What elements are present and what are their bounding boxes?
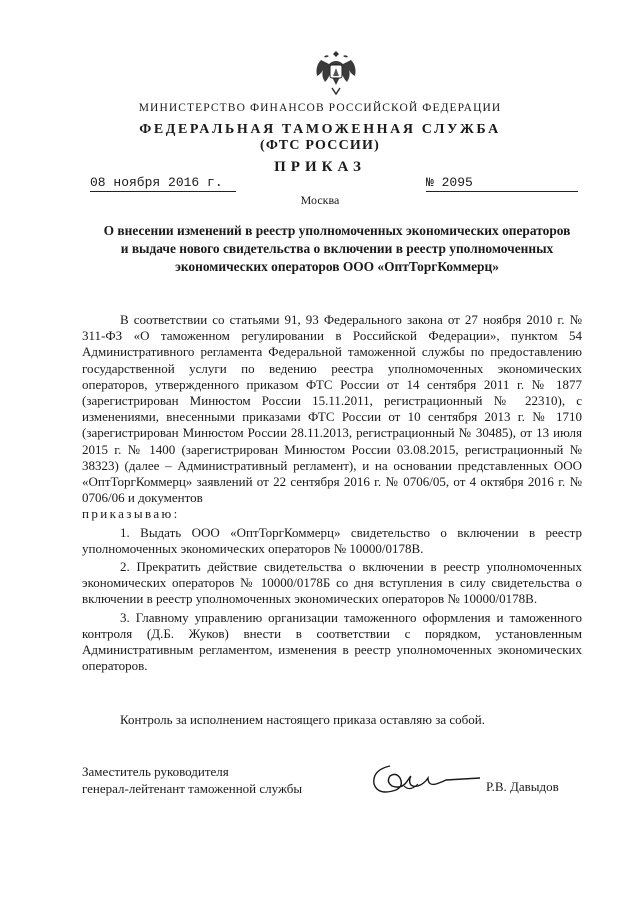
city: Москва bbox=[300, 193, 340, 207]
order-number: № 2095 bbox=[426, 175, 578, 192]
preamble-paragraph: В соответствии со статьями 91, 93 Федерального закона от 27 ноября 2010 г. № 311-ФЗ «О таможенном регулировании в Российской Федерации», пунктом 54 Административного регламента Федеральной таможенной службы по предоставлению государственной услуги по ведению реестра уполномоченных экономических операторов, утвержденного приказом ФТС России от 14 сентября 2011 г. № 1877 (зарегистрирован Минюстом России 15.11.2011, регистрационный № 22310), с изменениями, внесенными приказами ФТС России от 10 сентября 2013 г. № 1710 (зарегистрирован Минюстом России 28.11.2013, регистрационный № 30485), от 13 июля 2015 г. № 1400 (зарегистрирован Минюстом России 03.08.2015, регистрационный № 38323) (далее – Административный регламент), и на основании представленных ООО «ОптТоргКоммерц» заявлений от 22 сентября 2016 г. № 0706/05, от 4 октября 2016 г. № 0706/06 и документов bbox=[82, 312, 582, 506]
order-item-1: 1. Выдать ООО «ОптТоргКоммерц» свидетельство о включении в реестр уполномоченных экономических операторов № 10000/0178В. bbox=[82, 524, 582, 556]
service-short-name: (ФТС РОССИИ) bbox=[260, 138, 380, 153]
order-body bbox=[82, 312, 582, 674]
signer-position-line: Заместитель руководителя bbox=[82, 764, 229, 779]
title-line: и выдаче нового свидетельства о включении в реестр уполномоченных bbox=[120, 241, 554, 256]
signer-name: Р.В. Давыдов bbox=[486, 779, 559, 794]
service-name: ФЕДЕРАЛЬНАЯ ТАМОЖЕННАЯ СЛУЖБА bbox=[139, 122, 501, 137]
control-clause: Контроль за исполнением настоящего приказа оставляю за собой. bbox=[120, 712, 485, 727]
handwritten-signature bbox=[368, 758, 480, 798]
order-item-2: 2. Прекратить действие свидетельства о включении в реестр уполномоченных экономических операторов № 10000/0178Б со дня вступления в силу свидетельства о включении в реестр уполномоченных экономических операторов № 10000/0178В. bbox=[82, 559, 582, 607]
ministry-name: МИНИСТЕРСТВО ФИНАНСОВ РОССИЙСКОЙ ФЕДЕРАЦИИ bbox=[138, 102, 502, 114]
signer-position-line: генерал-лейтенант таможенной службы bbox=[82, 781, 303, 796]
order-item-3: 3. Главному управлению организации таможенного оформления и таможенного контроля (Д.Б. Жуков) внести в соответствии с порядком, установленным Административным регламентом, изменения в реестр уполномоченных экономических операторов. bbox=[82, 609, 582, 674]
coat-of-arms-icon bbox=[313, 48, 359, 98]
order-date: 08 ноября 2016 г. bbox=[90, 175, 236, 192]
order-word: приказываю: bbox=[82, 506, 180, 522]
order-title bbox=[82, 222, 592, 276]
document-type: ПРИКАЗ bbox=[274, 159, 366, 175]
signer-position bbox=[82, 763, 302, 797]
title-line: О внесении изменений в реестр уполномоченных экономических операторов bbox=[103, 223, 571, 238]
title-line: экономических операторов ООО «ОптТоргКоммерц» bbox=[175, 259, 499, 274]
